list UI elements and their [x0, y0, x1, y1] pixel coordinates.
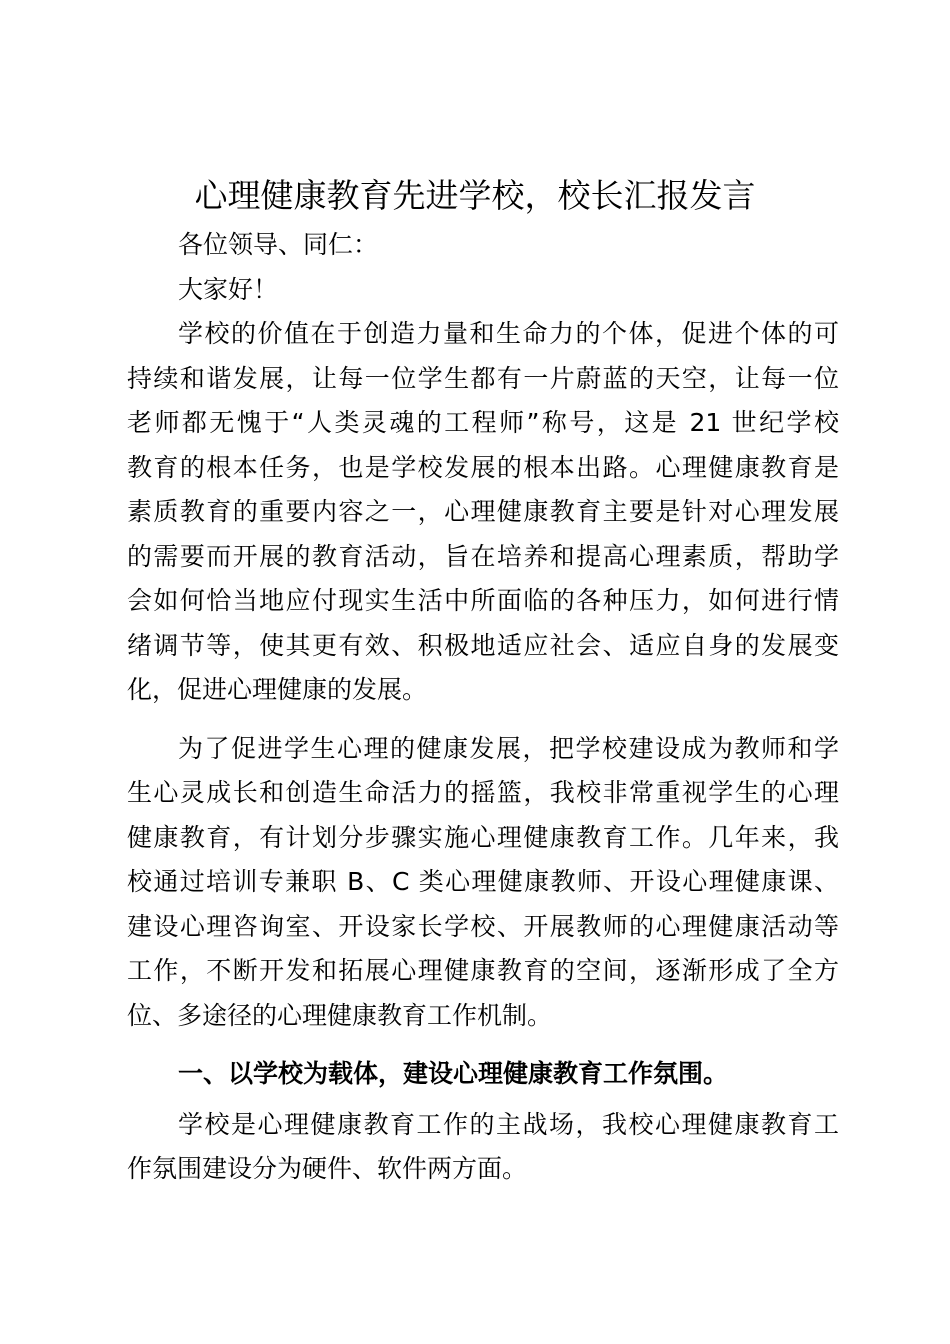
paragraph-line: 会如何恰当地应付现实生活中所面临的各种压力，如何进行情: [127, 586, 839, 615]
paragraph-3: [127, 1103, 839, 1192]
paragraph-line: 工作，不断开发和拓展心理健康教育的空间，逐渐形成了全方: [127, 956, 839, 985]
paragraph-2: [127, 727, 839, 1039]
paragraph-line: 生心灵成长和创造生命活力的摇篮，我校非常重视学生的心理: [127, 778, 839, 807]
paragraph-line: 素质教育的重要内容之一，心理健康教育主要是针对心理发展: [127, 497, 839, 526]
paragraph-line: 教育的根本任务，也是学校发展的根本出路。心理健康教育是: [127, 452, 839, 482]
section-heading: 一、以学校为载体，建设心理健康教育工作氛围。: [178, 1059, 729, 1088]
paragraph-line: 的需要而开展的教育活动，旨在培养和提高心理素质，帮助学: [127, 541, 839, 571]
paragraph-line: 建设心理咨询室、开设家长学校、开展教师的心理健康活动等: [127, 911, 839, 941]
paragraph-line: 化，促进心理健康的发展。: [127, 675, 428, 704]
paragraph-1: [127, 312, 839, 713]
paragraph-line: 位、多途径的心理健康教育工作机制。: [127, 1000, 553, 1030]
paragraph-line: 为了促进学生心理的健康发展，把学校建设成为教师和学: [178, 733, 839, 763]
paragraph-line: 持续和谐发展，让每一位学生都有一片蔚蓝的天空，让每一位: [127, 363, 839, 393]
paragraph-line: 健康教育，有计划分步骤实施心理健康教育工作。几年来，我: [127, 822, 839, 852]
document-body: [127, 223, 839, 1192]
paragraph-line: 学校是心理健康教育工作的主战场，我校心理健康教育工: [178, 1109, 839, 1139]
paragraph-line: 作氛围建设分为硬件、软件两方面。: [127, 1154, 528, 1183]
paragraph-line: 老师都无愧于“人类灵魂的工程师”称号，这是 21 世纪学校: [127, 408, 839, 437]
salutation: 各位领导、同仁：: [178, 230, 379, 259]
paragraph-line: 绪调节等，使其更有效、积极地适应社会、适应自身的发展变: [127, 630, 839, 660]
document-title: 心理健康教育先进学校，校长汇报发言: [194, 176, 756, 215]
paragraph-line: 学校的价值在于创造力量和生命力的个体，促进个体的可: [178, 319, 839, 348]
greeting: 大家好！: [178, 274, 279, 304]
paragraph-line: 校通过培训专兼职 B、C 类心理健康教师、开设心理健康课、: [127, 867, 839, 896]
